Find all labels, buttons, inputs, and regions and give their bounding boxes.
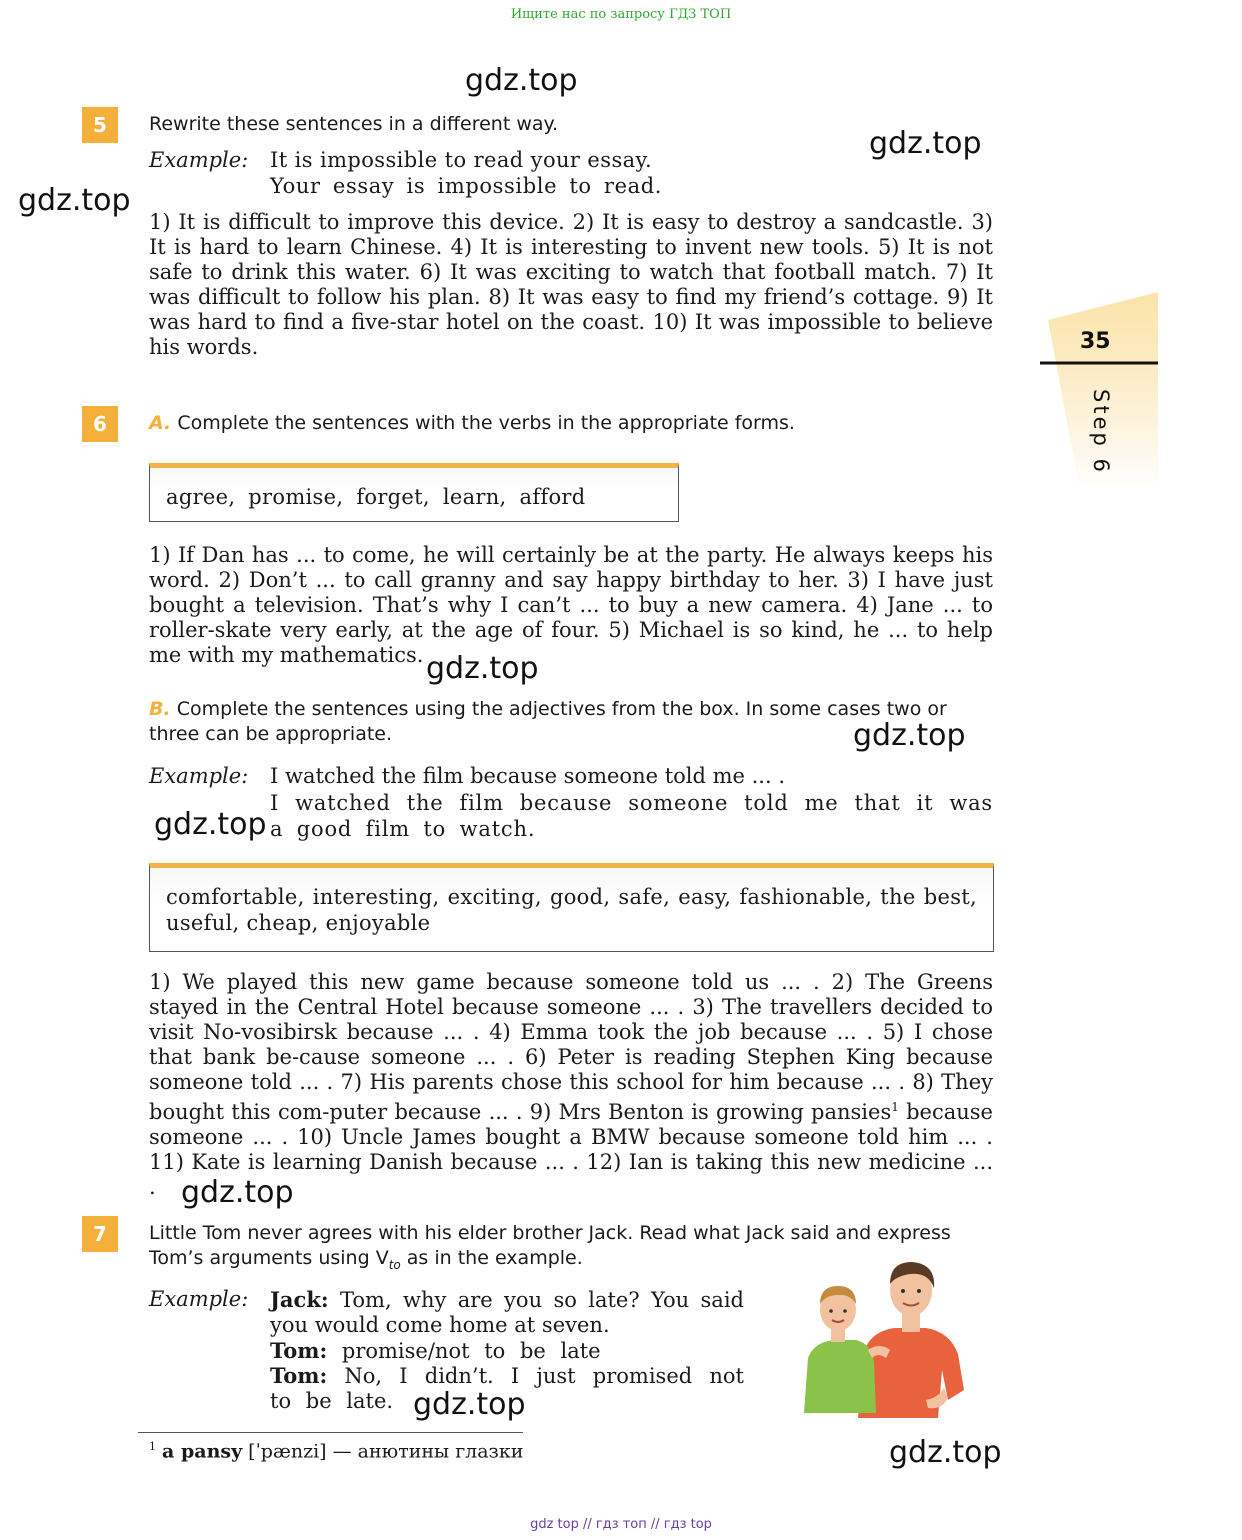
dialogue-text: Tom, why are you so late? You said you would come home at seven.: [270, 1288, 744, 1337]
part-instruction: Complete the sentences using the adjectives from the box. In some cases two or three can be appropriate.: [149, 698, 947, 745]
watermark: gdz.top: [889, 1435, 1002, 1470]
top-banner[interactable]: Ищите нас по запросу ГДЗ ТОП: [510, 7, 732, 22]
watermark: gdz.top: [426, 651, 539, 686]
footnote-rule: [138, 1432, 523, 1433]
items-text: 1) We played this new game because someone told us ... . 2) The Greens stayed in the Central Hotel because someone ... . 3) The travellers decided to visit No-vosibirsk because ... . 4) Emma took the job because ... . 5) I chose that bank be-cause someone ... . 6) Peter is reading Stephen King because someone told ... . 7) His parents chose this school for him because ... . 8) They bought this com-puter because ... . 9) Mrs Benton is growing pansies: [149, 970, 993, 1124]
footnote-transcription: [ˈpænzi]: [248, 1440, 327, 1463]
step-label: Step 6: [1089, 389, 1113, 475]
exercise-instruction: [149, 697, 993, 747]
footnote-dash: —: [332, 1440, 352, 1463]
exercise-number-badge: 7: [82, 1216, 118, 1252]
footnote-mark: 1: [149, 1440, 156, 1453]
bottom-links[interactable]: gdz top // гдз топ // гдз top: [530, 1517, 712, 1532]
subscript: to: [388, 1257, 401, 1272]
part-letter: A.: [149, 412, 172, 434]
example-label: Example:: [149, 764, 249, 788]
dialogue-line: [270, 1287, 744, 1338]
exercise-number-badge: 5: [82, 107, 118, 143]
page-number: 35: [1080, 329, 1111, 354]
adjective-box: [149, 863, 994, 952]
exercise-items: 1) If Dan has ... to come, he will certainly be at the party. He always keeps his word. 2) Don’t ... to call granny and say happy birthday to her. 3) I have just bought a television. That’s why I can’t ... to buy a new camera. 4) Jane ... to roller-skate very early, at the age of four. 5) Michael is so kind, he ... to help me with my mathematics.: [149, 543, 993, 667]
dialogue-text: promise/not to be late: [341, 1339, 601, 1363]
dialogue-text: No, I didn’t. I just promised not to be late.: [270, 1364, 744, 1413]
footnote-translation: анютины глазки: [357, 1440, 524, 1463]
exercise-number-badge: 6: [82, 406, 118, 442]
example-line: It is impossible to read your essay.: [270, 148, 653, 172]
footnote-mark: 1: [891, 1100, 899, 1114]
example-line: Your essay is impossible to read.: [270, 174, 663, 198]
verb-box: [149, 463, 679, 522]
instruction-text: Little Tom never agrees with his elder brother Jack. Read what Jack said and express Tom’s arguments using V: [149, 1222, 951, 1269]
exercise-instruction: Rewrite these sentences in a different way.: [149, 113, 559, 135]
example-label: Example:: [149, 1287, 249, 1311]
two-boys-illustration: [798, 1258, 988, 1418]
verb-box-text: agree, promise, forget, learn, afford: [166, 485, 586, 509]
watermark: gdz.top: [181, 1175, 294, 1210]
items-text: because someone ... . 10) Uncle James bought a BMW because someone told him ... . 11) Kate is learning Danish because ... . 12) Ian is taking this new medicine ... .: [149, 1100, 993, 1199]
footnote: [149, 1440, 523, 1462]
part-letter: B.: [149, 698, 171, 720]
watermark: gdz.top: [465, 63, 578, 98]
part-instruction: Complete the sentences with the verbs in the appropriate forms.: [177, 412, 795, 434]
speaker: Tom:: [270, 1338, 328, 1363]
example-label: Example:: [149, 148, 249, 172]
watermark: gdz.top: [154, 807, 267, 842]
example-line: I watched the film because someone told me ... .: [270, 764, 786, 788]
exercise-items: [149, 970, 993, 1200]
dialogue-line: [270, 1363, 744, 1414]
exercise-instruction: [149, 411, 993, 436]
exercise-items: 1) It is difficult to improve this device. 2) It is easy to destroy a sandcastle. 3) It is hard to learn Chinese. 4) It is interesting to invent new tools. 5) It is not safe to drink this water. 6) It was exciting to watch that football match. 7) It was difficult to follow his plan. 8) It was easy to find my friend’s cottage. 9) It was hard to find a five-star hotel on the coast. 10) It was impossible to believe his words.: [149, 210, 993, 359]
footnote-term: a pansy: [162, 1440, 243, 1463]
speaker: Tom:: [270, 1363, 328, 1388]
watermark: gdz.top: [869, 126, 982, 161]
watermark: gdz.top: [18, 183, 131, 218]
dialogue-line: [270, 1338, 744, 1364]
instruction-text: as in the example.: [400, 1247, 583, 1269]
example-line: I watched the film because someone told me that it was a good film to watch.: [270, 791, 993, 841]
watermark: gdz.top: [413, 1387, 526, 1422]
speaker: Jack:: [270, 1287, 329, 1312]
watermark: gdz.top: [853, 718, 966, 753]
step-tab: [1040, 292, 1160, 492]
adjective-box-text: comfortable, interesting, exciting, good, safe, easy, fashionable, the best, useful, cheap, enjoyable: [166, 885, 977, 935]
